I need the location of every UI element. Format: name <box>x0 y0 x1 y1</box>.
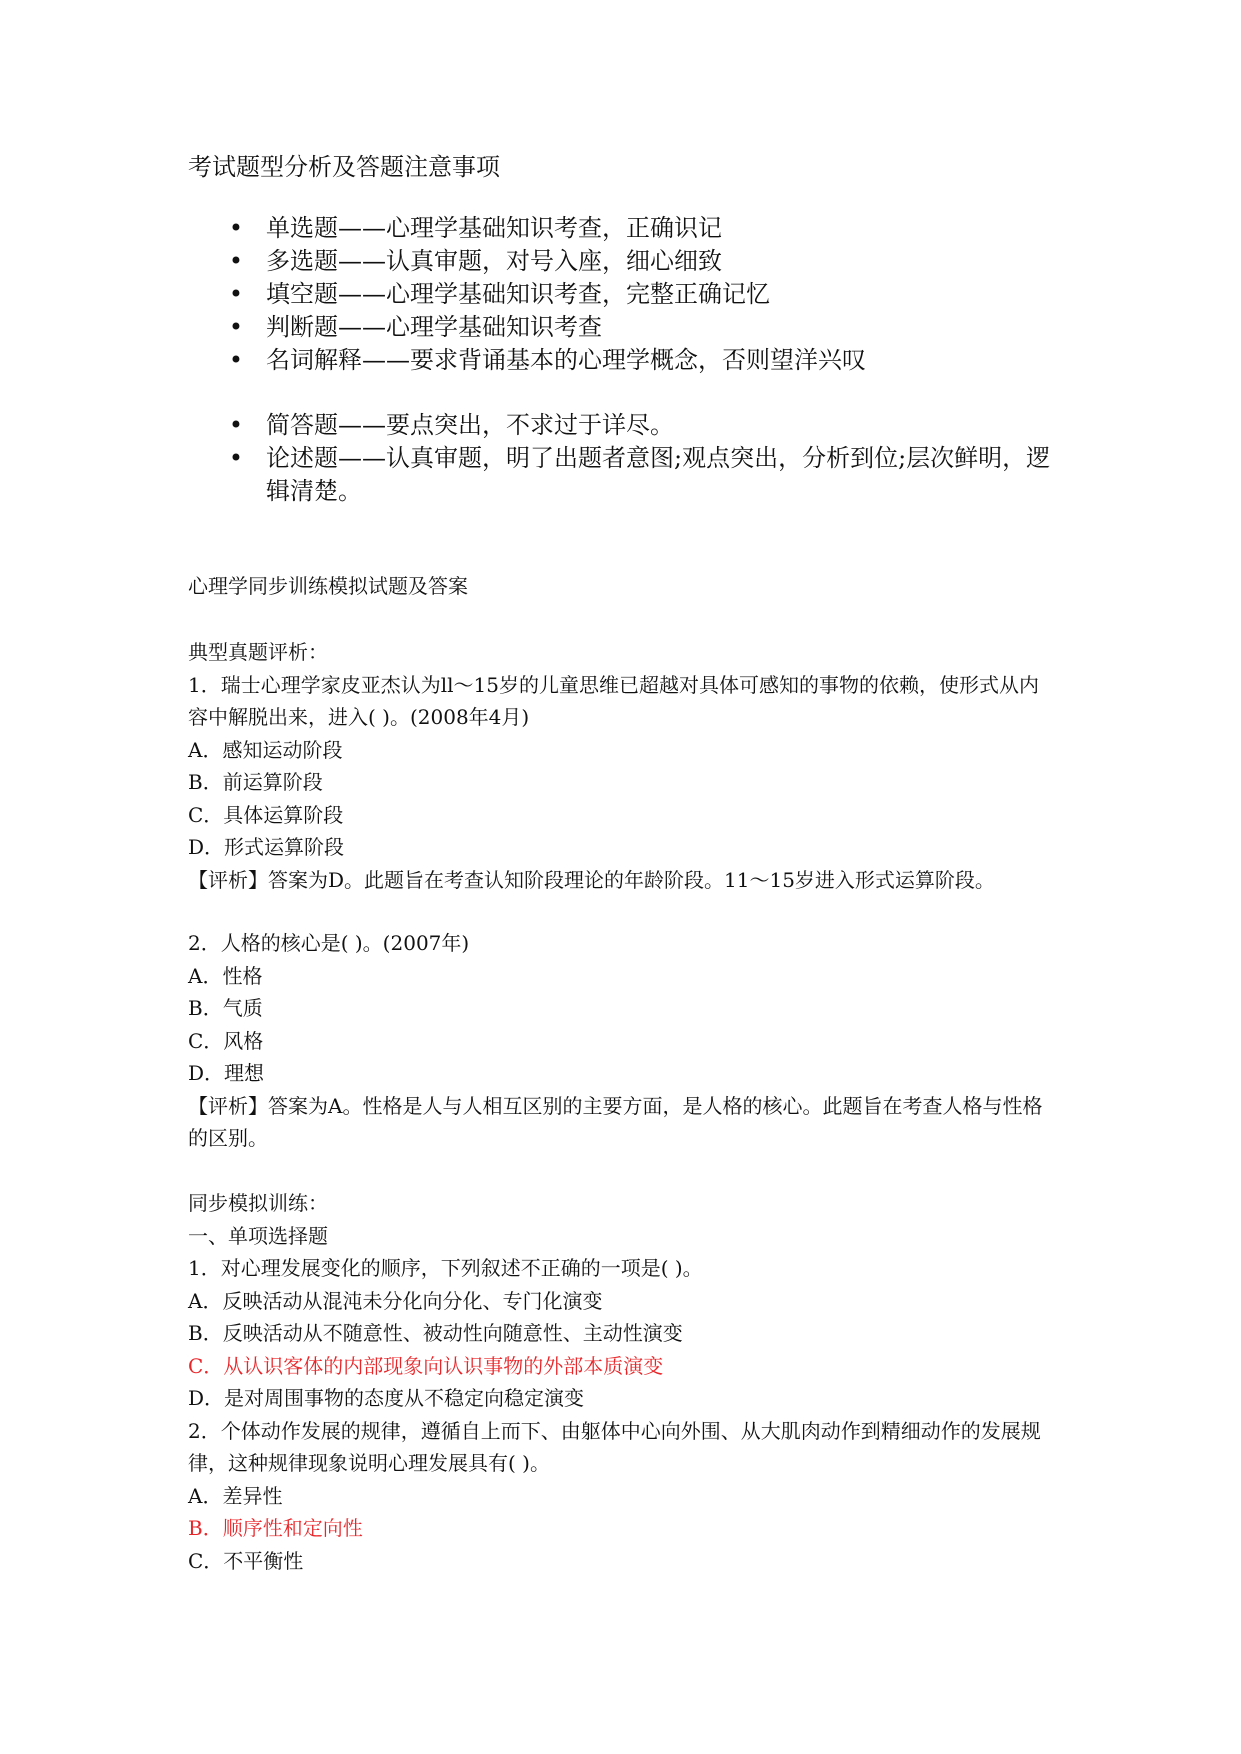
list-item-text: 填空题——心理学基础知识考查，完整正确记忆 <box>266 280 770 308</box>
list-item <box>188 311 1068 344</box>
list-item <box>188 344 1068 377</box>
bullet-icon: • <box>228 247 244 275</box>
list-item-text: 论述题——认真审题，明了出题者意图;观点突出，分析到位;层次鲜明，逻辑清楚。 <box>266 444 1051 505</box>
list-item-text: 判断题——心理学基础知识考查 <box>266 313 602 341</box>
option-c: C．风格 <box>188 1028 264 1053</box>
option-d: D．理想 <box>188 1061 265 1085</box>
question-stem: 2．人格的核心是( )。(2007年) <box>188 931 470 955</box>
option-b: B．气质 <box>188 996 263 1020</box>
option-a: A．性格 <box>188 963 263 988</box>
list-item-text: 单选题——心理学基础知识考查，正确识记 <box>266 214 722 242</box>
section-title: 心理学同步训练模拟试题及答案 <box>188 574 468 598</box>
bullet-icon: • <box>228 313 244 341</box>
analysis-text: 【评析】答案为D。此题旨在考查认知阶段理论的年龄阶段。11～15岁进入形式运算阶段。 <box>188 867 995 892</box>
bullet-icon: • <box>228 346 244 374</box>
list-item-text: 名词解释——要求背诵基本的心理学概念，否则望洋兴叹 <box>266 346 866 374</box>
list-item-text: 简答题——要点突出，不求过于详尽。 <box>266 411 674 439</box>
option-b-answer: B．顺序性和定向性 <box>188 1516 363 1540</box>
bullet-icon: • <box>228 444 244 472</box>
bullet-icon: • <box>228 280 244 308</box>
list-item <box>188 278 1068 311</box>
option-a: A．反映活动从混沌未分化向分化、专门化演变 <box>188 1288 603 1313</box>
list-item-text: 多选题——认真审题，对号入座，细心细致 <box>266 247 722 275</box>
option-a: A．感知运动阶段 <box>188 737 343 762</box>
list-item <box>188 409 1068 442</box>
bullet-icon: • <box>228 411 244 439</box>
typical-questions <box>188 636 1058 896</box>
analysis-text: 【评析】答案为A。性格是人与人相互区别的主要方面，是人格的核心。此题旨在考查人格与性格的区别。 <box>188 1093 1043 1150</box>
option-b: B．前运算阶段 <box>188 770 323 794</box>
option-c: C．不平衡性 <box>188 1548 304 1573</box>
list-item <box>188 212 1068 245</box>
question-stem: 1．对心理发展变化的顺序，下列叙述不正确的一项是( )。 <box>188 1256 703 1280</box>
page-heading: 考试题型分析及答题注意事项 <box>188 153 500 181</box>
typical-title: 典型真题评析： <box>188 640 328 664</box>
option-c: C．具体运算阶段 <box>188 802 344 827</box>
option-a: A．差异性 <box>188 1483 283 1508</box>
list-item <box>188 442 1068 508</box>
practice-title: 同步模拟训练： <box>188 1191 328 1215</box>
option-b: B．反映活动从不随意性、被动性向随意性、主动性演变 <box>188 1321 683 1345</box>
exam-type-list <box>188 212 1068 508</box>
option-d: D．形式运算阶段 <box>188 835 345 859</box>
practice-section <box>188 1187 1058 1577</box>
typical-question-2 <box>188 927 1058 1155</box>
list-item <box>188 245 1068 278</box>
question-stem: 1．瑞士心理学家皮亚杰认为ll～15岁的儿童思维已超越对具体可感知的事物的依赖，使形式从内容中解脱出来，进入( )。(2008年4月) <box>188 672 1039 729</box>
option-d: D．是对周围事物的态度从不稳定向稳定演变 <box>188 1386 585 1410</box>
practice-subtitle: 一、单项选择题 <box>188 1223 328 1248</box>
option-c-answer: C．从认识客体的内部现象向认识事物的外部本质演变 <box>188 1353 664 1378</box>
bullet-icon: • <box>228 214 244 242</box>
question-stem: 2．个体动作发展的规律，遵循自上而下、由躯体中心向外围、从大肌肉动作到精细动作的发展规律，这种规律现象说明心理发展具有( )。 <box>188 1418 1041 1475</box>
